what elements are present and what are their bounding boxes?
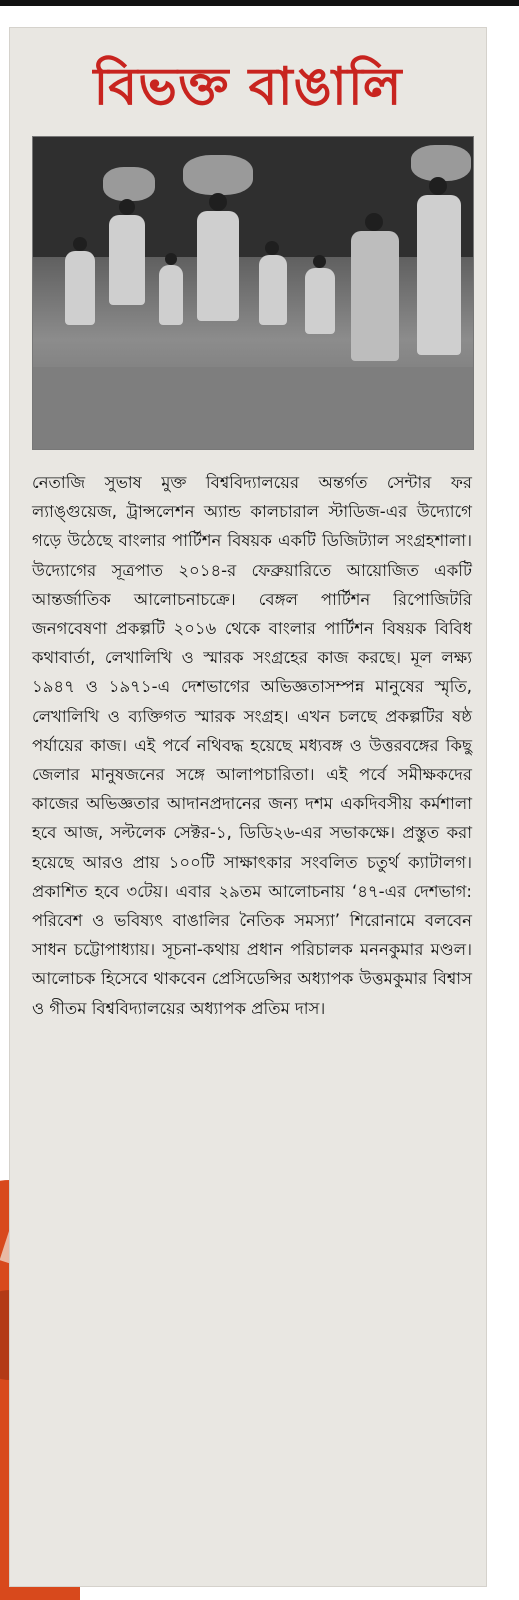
partition-photo (32, 136, 474, 450)
article-body (32, 468, 472, 1023)
article-body-paragraph: নেতাজি সুভাষ মুক্ত বিশ্ববিদ্যালয়ের অন্তর্গত সেন্টার ফর ল্যাঙ্গুয়েজ, ট্রান্সলেশন অ্যান্ড কালচারাল স্টাডিজ-এর উদ্যোগে গড়ে উঠেছে বাংলার পার্টিশন বিষয়ক একটি ডিজিট্যাল সংগ্রহশালা। উদ্যোগের সূত্রপাত ২০১৪-র ফেব্রুয়ারিতে আয়োজিত একটি আন্তর্জাতিক আলোচনাচক্রে। বেঙ্গল পার্টিশন রিপোজিটরি জনগবেষণা প্রকল্পটি ২০১৬ থেকে বাংলার পার্টিশন বিষয়ক বিবিধ কথাবার্তা, লেখালিখি ও স্মারক সংগ্রহের কাজ করছে। মূল লক্ষ্য ১৯৪৭ ও ১৯৭১-এ দেশভাগের অভিজ্ঞতাসম্পন্ন মানুষের স্মৃতি, লেখালিখি ও ব্যক্তিগত স্মারক সংগ্রহ। এখন চলছে প্রকল্পটির ষষ্ঠ পর্যায়ের কাজ। এই পর্বে নথিবদ্ধ হয়েছে মধ্যবঙ্গ ও উত্তরবঙ্গের কিছু জেলার মানুষজনের সঙ্গে আলাপচারিতা। এই পর্বে সমীক্ষকদের কাজের অভিজ্ঞতার আদানপ্রদানের জন্য দশম একদিবসীয় কর্মশালা হবে আজ, সল্টলেক সেক্টর-১, ডিডি২৬-এর সভাকক্ষে। প্রস্তুত করা হয়েছে আরও প্রায় ১০০টি সাক্ষাৎকার সংবলিত চতুর্থ ক্যাটালগ। প্রকাশিত হবে ৩টেয়। এবার ২৯তম আলোচনায় ‘৪৭-এর দেশভাগ: পরিবেশ ও ভবিষ্যৎ বাঙালির নৈতিক সমস্যা’ শিরোনামে বলবেন সাধন চট্টোপাধ্যায়। সূচনা-কথায় প্রধান পরিচালক মননকুমার মণ্ডল। আলোচক হিসেবে থাকবেন প্রেসিডেন্সির অধ্যাপক উত্তমকুমার বিশ্বাস ও গীতম বিশ্ববিদ্যালয়ের অধ্যাপক প্রতিম দাস। (32, 473, 472, 1018)
news-article (10, 28, 486, 1586)
top-rule (0, 0, 519, 6)
article-headline: বিভক্ত বাঙালি (93, 56, 403, 117)
